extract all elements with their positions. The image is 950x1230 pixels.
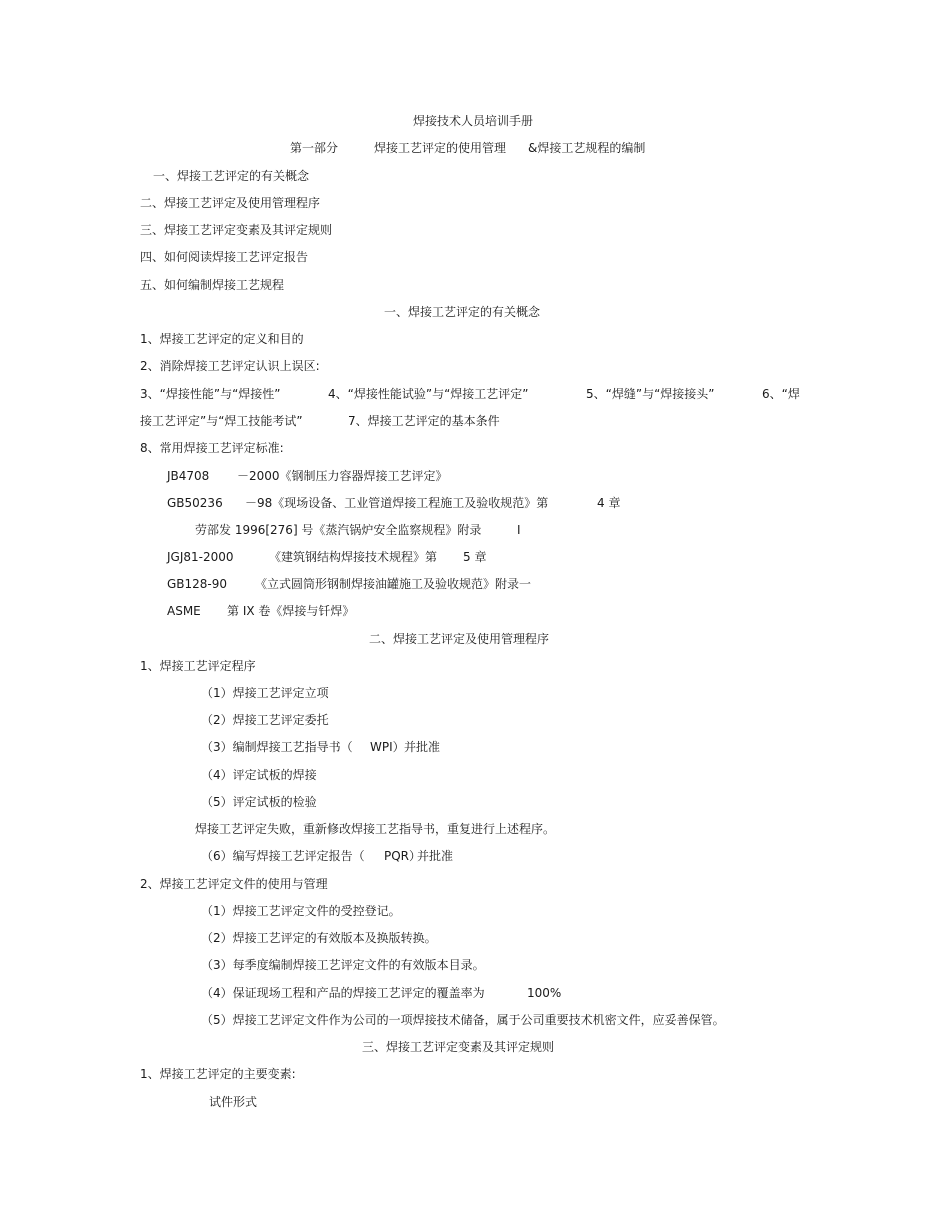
step-tail: 并批准 (404, 740, 441, 754)
standard-tail: 5 章 (463, 550, 487, 564)
step-item-row (201, 739, 501, 755)
standard-text: 《立式圆筒形钢制焊接油罐施工及验收规范》附录一 (255, 577, 532, 591)
standard-code: GB128-90 (167, 577, 228, 591)
step-item: （1）焊接工艺评定立项 (201, 686, 329, 700)
misconceptions-line (140, 386, 820, 402)
step-item: （6）编写焊接工艺评定报告（ (201, 849, 365, 863)
step-item: （5）评定试板的检验 (201, 795, 317, 809)
list-item: 1、焊接工艺评定的主要变素: (140, 1067, 296, 1081)
misconception-item: 5、“焊缝”与“焊接接头” (586, 387, 715, 401)
section-heading: 一、焊接工艺评定的有关概念 (384, 305, 541, 319)
standard-row (167, 495, 667, 511)
misconception-item: 接工艺评定”与“焊工技能考试” (140, 414, 303, 428)
misconceptions-line (140, 413, 820, 429)
mgmt-item: （1）焊接工艺评定文件的受控登记。 (201, 904, 401, 918)
standard-text: －98《现场设备、工业管道焊接工程施工及验收规范》第 (245, 496, 549, 510)
standard-tail: I (517, 523, 521, 537)
document-title: 焊接技术人员培训手册 (413, 114, 534, 128)
standard-text: －2000《钢制压力容器焊接工艺评定》 (237, 469, 448, 483)
note-text: 焊接工艺评定失败，重新修改焊接工艺指导书，重复进行上述程序。 (195, 822, 556, 836)
toc-item: 三、焊接工艺评定变素及其评定规则 (140, 223, 333, 237)
step-item: （2）焊接工艺评定委托 (201, 713, 329, 727)
toc-item: 一、焊接工艺评定的有关概念 (153, 169, 310, 183)
list-item: 1、焊接工艺评定的定义和目的 (140, 332, 304, 346)
step-code: PQR） (384, 849, 422, 863)
misconception-item: 4、“焊接性能试验”与“焊接工艺评定” (328, 387, 529, 401)
mgmt-item: （4）保证现场工程和产品的焊接工艺评定的覆盖率为 (201, 986, 485, 1000)
standard-code: JGJ81-2000 (167, 550, 234, 564)
part-subject2: &焊接工艺规程的编制 (528, 141, 646, 155)
list-item: 1、焊接工艺评定程序 (140, 659, 256, 673)
section-heading: 三、焊接工艺评定变素及其评定规则 (362, 1040, 555, 1054)
list-item: 2、焊接工艺评定文件的使用与管理 (140, 877, 328, 891)
standard-code: 劳部发 1996[276] 号《蒸汽锅炉安全监察规程》附录 (195, 523, 482, 537)
sub-item: 试件形式 (209, 1095, 258, 1109)
step-tail: 并批准 (417, 849, 454, 863)
standard-code: GB50236 (167, 496, 223, 510)
misconception-item: 3、“焊接性能”与“焊接性” (140, 387, 281, 401)
part-subject: 焊接工艺评定的使用管理 (374, 141, 507, 155)
toc-item: 五、如何编制焊接工艺规程 (140, 278, 285, 292)
section-heading: 二、焊接工艺评定及使用管理程序 (369, 632, 550, 646)
standard-row (167, 603, 467, 619)
standard-code: ASME (167, 604, 201, 618)
standard-text: 《建筑钢结构焊接技术规程》第 (269, 550, 438, 564)
standard-row (167, 549, 567, 565)
standard-tail: 4 章 (597, 496, 621, 510)
standard-row (167, 468, 667, 484)
mgmt-item: （2）焊接工艺评定的有效版本及换版转换。 (201, 931, 437, 945)
coverage-value: 100% (527, 986, 562, 1000)
misconception-item: 7、焊接工艺评定的基本条件 (348, 414, 500, 428)
list-item: 2、消除焊接工艺评定认识上误区: (140, 359, 320, 373)
standard-row (167, 576, 587, 592)
standard-text: 第 IX 卷《焊接与钎焊》 (227, 604, 355, 618)
step-item: （3）编制焊接工艺指导书（ (201, 740, 353, 754)
standard-row (195, 522, 595, 538)
standard-code: JB4708 (167, 469, 210, 483)
step-code: WPI） (370, 740, 405, 754)
mgmt-item: （3）每季度编制焊接工艺评定文件的有效版本目录。 (201, 958, 485, 972)
misconception-item: 6、“焊 (762, 387, 800, 401)
list-item: 8、常用焊接工艺评定标准: (140, 441, 284, 455)
step-item-row (201, 848, 501, 864)
mgmt-item: （5）焊接工艺评定文件作为公司的一项焊接技术储备，属于公司重要技术机密文件，应妥善保管。 (201, 1013, 725, 1027)
step-item: （4）评定试板的焊接 (201, 768, 317, 782)
toc-item: 二、焊接工艺评定及使用管理程序 (140, 196, 321, 210)
part-label: 第一部分 (290, 141, 339, 155)
mgmt-item-row (201, 985, 601, 1001)
toc-item: 四、如何阅读焊接工艺评定报告 (140, 250, 309, 264)
